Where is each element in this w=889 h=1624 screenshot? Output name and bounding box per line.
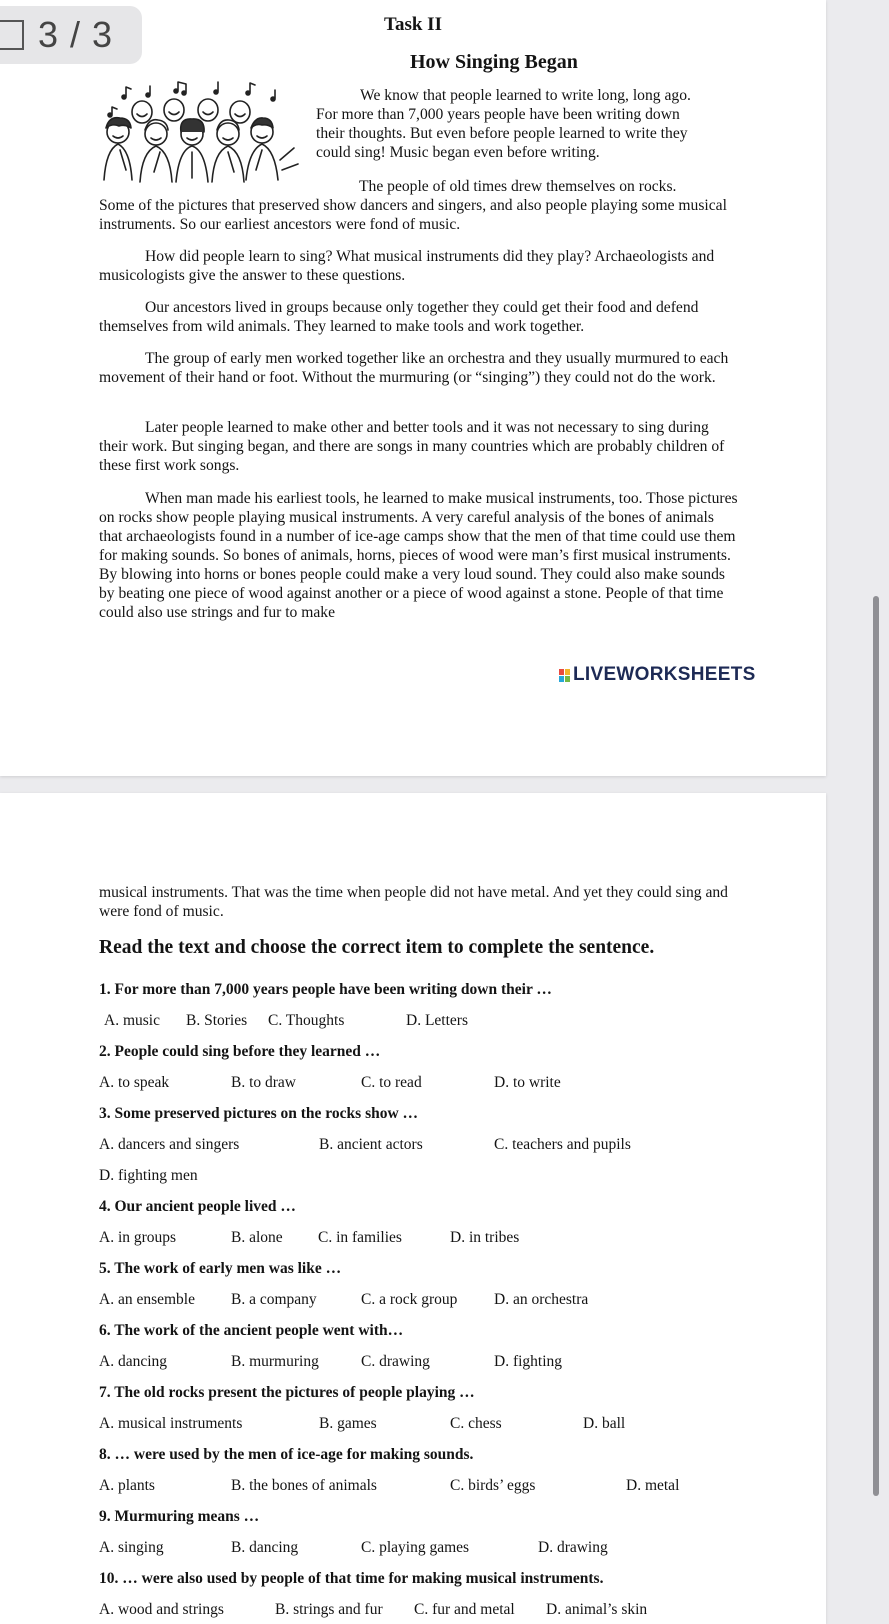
option[interactable]: D. metal	[626, 1477, 680, 1494]
question-10: 10. … were also used by people of that time for making musical instruments.	[99, 1570, 604, 1587]
question-9: 9. Murmuring means …	[99, 1508, 260, 1525]
paragraph: Later people learned to make other and better tools and it was not necessary to sing during their work. But singing began, and there are songs in many countries which are probably children of these first work songs.	[99, 419, 725, 474]
brand-name: LIVEWORKSHEETS	[573, 664, 756, 685]
option[interactable]: B. Stories	[186, 1012, 248, 1029]
liveworksheets-mark-icon	[559, 669, 570, 682]
option[interactable]: C. to read	[361, 1074, 422, 1091]
paragraph-line: their thoughts. But even before people learned to write they	[316, 125, 688, 142]
page-counter: 3 / 3	[38, 14, 114, 55]
option[interactable]: D. an orchestra	[494, 1291, 589, 1308]
paragraph-line: could sing! Music began even before writing.	[316, 144, 600, 161]
option[interactable]: B. to draw	[231, 1074, 297, 1091]
liveworksheets-logo	[559, 664, 756, 686]
option[interactable]: B. dancing	[231, 1539, 299, 1556]
question-6: 6. The work of the ancient people went with…	[99, 1322, 404, 1339]
option[interactable]: A. to speak	[99, 1074, 170, 1091]
option[interactable]: A. music	[104, 1012, 160, 1029]
worksheet-page-1	[0, 0, 826, 776]
option[interactable]: C. drawing	[361, 1353, 430, 1370]
instruction: Read the text and choose the correct item to complete the sentence.	[99, 937, 655, 958]
option[interactable]: D. to write	[494, 1074, 561, 1091]
option[interactable]: C. playing games	[361, 1539, 470, 1556]
page-counter-badge[interactable]	[0, 6, 142, 64]
option[interactable]: C. a rock group	[361, 1291, 458, 1308]
paragraph: The group of early men worked together like an orchestra and they usually murmured to each movement of their hand or foot. Without the murmuring (or “singing”) they could not do the work.	[99, 350, 729, 386]
story-title: How Singing Began	[410, 51, 578, 73]
option[interactable]: A. in groups	[99, 1229, 177, 1246]
question-1: 1. For more than 7,000 years people have been writing down their …	[99, 981, 552, 998]
paragraph: Some of the pictures that preserved show dancers and singers, and also people playing some musical instruments. So our earliest ancestors were fond of music.	[99, 197, 727, 233]
option[interactable]: B. games	[319, 1415, 377, 1432]
option[interactable]: C. birds’ eggs	[450, 1477, 536, 1494]
option[interactable]: D. fighting	[494, 1353, 563, 1370]
option[interactable]: D. in tribes	[450, 1229, 520, 1246]
option[interactable]: C. Thoughts	[268, 1012, 345, 1029]
option[interactable]: B. a company	[231, 1291, 317, 1308]
paragraph: How did people learn to sing? What musical instruments did they play? Archaeologists and musicologists give the answer to these questions.	[99, 248, 715, 284]
option[interactable]: A. dancing	[99, 1353, 168, 1370]
option[interactable]: D. Letters	[406, 1012, 468, 1029]
scrollbar-thumb[interactable]	[873, 596, 879, 1496]
paragraph: Our ancestors lived in groups because only together they could get their food and defend themselves from wild animals. They learned to make tools and work together.	[99, 299, 699, 335]
question-7: 7. The old rocks present the pictures of people playing …	[99, 1384, 475, 1401]
option[interactable]: A. dancers and singers	[99, 1136, 240, 1153]
option[interactable]: C. teachers and pupils	[494, 1136, 631, 1153]
singers-illustration	[100, 80, 305, 185]
task-label: Task II	[384, 14, 442, 35]
option[interactable]: B. murmuring	[231, 1353, 319, 1370]
question-4: 4. Our ancient people lived …	[99, 1198, 296, 1215]
option[interactable]: B. strings and fur	[275, 1601, 383, 1618]
option[interactable]: B. alone	[231, 1229, 283, 1246]
paragraph-line: We know that people learned to write long, long ago.	[360, 87, 691, 104]
option[interactable]: D. ball	[583, 1415, 626, 1432]
option[interactable]: A. an ensemble	[99, 1291, 195, 1308]
paragraph-line: The people of old times drew themselves on rocks.	[359, 178, 677, 195]
paragraph: musical instruments. That was the time when people did not have metal. And yet they could sing and were fond of music.	[99, 884, 728, 920]
option[interactable]: B. ancient actors	[319, 1136, 423, 1153]
question-8: 8. … were used by the men of ice-age for making sounds.	[99, 1446, 474, 1463]
option[interactable]: D. animal’s skin	[546, 1601, 648, 1618]
option[interactable]: A. plants	[99, 1477, 155, 1494]
option[interactable]: C. chess	[450, 1415, 502, 1432]
option[interactable]: A. wood and strings	[99, 1601, 224, 1618]
option[interactable]: B. the bones of animals	[231, 1477, 377, 1494]
option[interactable]: A. musical instruments	[99, 1415, 243, 1432]
paragraph: When man made his earliest tools, he learned to make musical instruments, too. Those pictures on rocks show people playing musical instruments. A very careful analysis of the bones of animals that archaeologists found in a number of ice-age camps show that the men of that time could use them for making sounds. So bones of animals, horns, pieces of wood were man’s first musical instruments. By blowing into horns or bones people could make a very loud sound. They could also make sounds by beating one piece of wood against another or a piece of wood against a stone. People of that time could also use strings and fur to make	[99, 490, 738, 621]
option[interactable]: D. fighting men	[99, 1167, 198, 1184]
page-icon	[0, 20, 24, 50]
question-3: 3. Some preserved pictures on the rocks show …	[99, 1105, 419, 1122]
option[interactable]: D. drawing	[538, 1539, 608, 1556]
option[interactable]: A. singing	[99, 1539, 164, 1556]
option[interactable]: C. in families	[318, 1229, 402, 1246]
option[interactable]: C. fur and metal	[414, 1601, 515, 1618]
paragraph-line: For more than 7,000 years people have been writing down	[316, 106, 680, 123]
question-5: 5. The work of early men was like …	[99, 1260, 342, 1277]
question-2: 2. People could sing before they learned …	[99, 1043, 381, 1060]
